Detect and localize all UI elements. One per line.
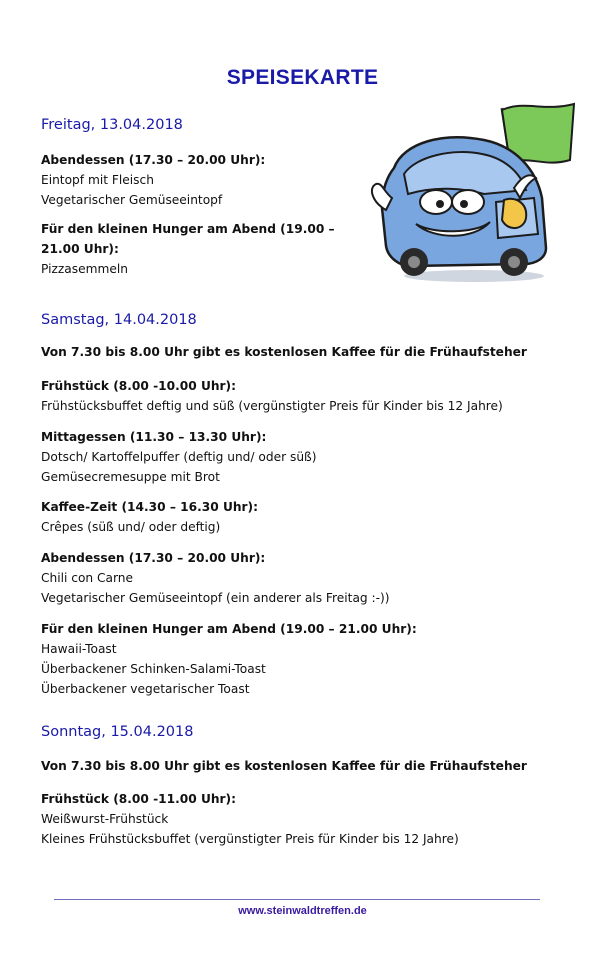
saturday-snack-item-3: Überbackener vegetarischer Toast <box>41 682 250 696</box>
page-title: SPEISEKARTE <box>226 66 379 89</box>
friday-snack-section <box>41 219 341 279</box>
saturday-dinner-label: Abendessen (17.30 – 20.00 Uhr): <box>41 551 266 565</box>
saturday-lunch-item-1: Dotsch/ Kartoffelpuffer (deftig und/ oder süß) <box>41 450 317 464</box>
friday-snack-item-1: Pizzasemmeln <box>41 262 128 276</box>
saturday-breakfast-section <box>41 376 503 416</box>
friday-dinner-item-2: Vegetarischer Gemüseeintopf <box>41 193 223 207</box>
sunday-breakfast-section <box>41 789 459 849</box>
footer-website-link[interactable]: www.steinwaldtreffen.de <box>238 905 367 917</box>
sunday-breakfast-label: Frühstück (8.00 -11.00 Uhr): <box>41 792 236 806</box>
saturday-coffee-item-1: Crêpes (süß und/ oder deftig) <box>41 520 221 534</box>
sunday-breakfast-item-1: Weißwurst-Frühstück <box>41 812 169 826</box>
saturday-snack-label: Für den kleinen Hunger am Abend (19.00 – 21.00 Uhr): <box>41 622 417 636</box>
friday-dinner-label: Abendessen (17.30 – 20.00 Uhr): <box>41 153 266 167</box>
saturday-lunch-item-2: Gemüsecremesuppe mit Brot <box>41 470 220 484</box>
friday-dinner-section <box>41 150 265 210</box>
friday-dinner-item-1: Eintopf mit Fleisch <box>41 173 154 187</box>
saturday-dinner-section <box>41 548 390 608</box>
saturday-lunch-section <box>41 427 316 487</box>
saturday-snack-item-1: Hawaii-Toast <box>41 642 117 656</box>
friday-heading: Freitag, 13.04.2018 <box>41 117 183 133</box>
sunday-heading: Sonntag, 15.04.2018 <box>41 724 194 740</box>
saturday-heading: Samstag, 14.04.2018 <box>41 312 197 328</box>
saturday-snack-item-2: Überbackener Schinken-Salami-Toast <box>41 662 266 676</box>
sunday-coffee-notice: Von 7.30 bis 8.00 Uhr gibt es kostenlosen Kaffee für die Frühaufsteher <box>41 759 527 773</box>
saturday-dinner-item-2: Vegetarischer Gemüseeintopf (ein anderer als Freitag :-)) <box>41 591 390 605</box>
van-mascot-with-flag-icon <box>364 98 580 288</box>
saturday-snack-section <box>41 619 417 699</box>
saturday-coffee-section <box>41 497 258 537</box>
saturday-lunch-label: Mittagessen (11.30 – 13.30 Uhr): <box>41 430 267 444</box>
saturday-breakfast-label: Frühstück (8.00 -10.00 Uhr): <box>41 379 236 393</box>
saturday-dinner-item-1: Chili con Carne <box>41 571 134 585</box>
friday-snack-label: Für den kleinen Hunger am Abend (19.00 – 21.00 Uhr): <box>41 222 335 256</box>
saturday-breakfast-item-1: Frühstücksbuffet deftig und süß (vergünstigter Preis für Kinder bis 12 Jahre) <box>41 399 503 413</box>
footer-divider <box>54 899 540 900</box>
sunday-breakfast-item-2: Kleines Frühstücksbuffet (vergünstigter Preis für Kinder bis 12 Jahre) <box>41 832 459 846</box>
saturday-coffee-notice: Von 7.30 bis 8.00 Uhr gibt es kostenlosen Kaffee für die Frühaufsteher <box>41 345 527 359</box>
saturday-coffee-label: Kaffee-Zeit (14.30 – 16.30 Uhr): <box>41 500 259 514</box>
